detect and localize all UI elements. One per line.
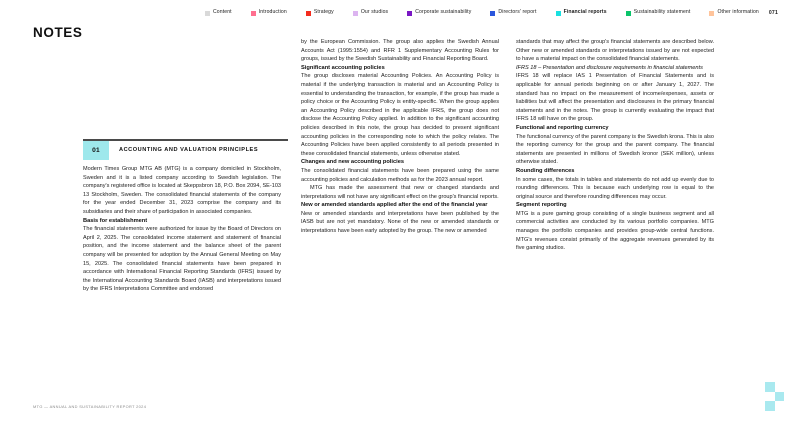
color-swatch-icon [205,11,210,16]
paragraph-segment-reporting: MTG is a pure gaming group consisting of a single business segment and all commercial activities are conducted by its various portfolio companies. MTG manages the portfolio companies and provides group-wide central functions. MTG's revenues consist primarily of the aggregate revenues generated by its five gaming studios. [516,210,714,252]
nav-item-sustainability-statement[interactable] [626,10,691,15]
nav-item-corporate-sustainability[interactable] [407,10,471,15]
text-column-3 [516,38,714,253]
paragraph-changes-1: The consolidated financial statements have been prepared using the same accounting policies and calculation methods as for the 2023 annual report. [301,167,499,183]
note-divider-rule [83,139,288,141]
color-swatch-icon [306,11,311,16]
nav-label: Corporate sustainability [415,9,472,16]
heading-functional-and-reporting-currency: Functional and reporting currency [516,124,609,131]
decoration-square-icon [775,392,785,402]
paragraph-basis-for-establishment: The financial statements were authorized for issue by the Board of Directors on April 2, 2025. The consolidated income statement and statement of financial position, and the income statement and the balance sheet of the parent company will be presented for adoption by the Annual General Meeting on May 15, 2025. The consolidated financial statements have been prepared in accordance with International Financial Reporting Standards (IFRS) issued by the International Accounting Standards Board (IASB) and interpretations issued by the IFRS Interpretations Committee and endorsed [83,226,281,293]
paragraph-functional-and-reporting-currency: The functional currency of the parent company is the Swedish krona. This is also the reporting currency for the group and the parent company. The financial statements are presented in millions of Swedish kronor (SEK million), unless otherwise stated. [516,133,714,166]
decoration-square-icon [765,382,775,392]
nav-label: Directors' report [498,9,537,16]
nav-label: Other information [717,9,759,16]
decoration-square-icon [765,401,775,411]
color-swatch-icon [407,11,412,16]
nav-label: Introduction [258,9,287,16]
color-swatch-icon [251,11,256,16]
heading-segment-reporting: Segment reporting [516,202,567,209]
nav-label: Content [213,9,232,16]
nav-item-financial-reports[interactable] [556,10,607,15]
paragraph-rounding-differences: In some cases, the totals in tables and statements do not add up evenly due to rounding differences. This is because each underlying row is equal to the original source and therefore rounding differences may occur. [516,176,714,200]
section-navigation-bar [205,7,778,19]
heading-basis-for-establishment: Basis for establishment [83,217,148,224]
nav-item-directors-report[interactable] [490,10,536,15]
paragraph-significant-accounting-policies: The group discloses material Accounting Policies. An Accounting Policy is material if the underlying transaction is material and an Accounting Policy is essential to understanding the transaction, for example, if the group has made a policy choice or the Accounting Policy is entity-specific. When the group applies an Accounting Policy described in the applicable IFRS, the group does not disclose the Accounting Policy applied. In addition to the significant accounting policies described in this note, the group has decided to present significant accounting policies in the corresponding note to which the policy relates. The Accounting Policies have been applied consistently to all periods presented in these consolidated financial statements, unless otherwise stated. [301,73,499,157]
page-number: 071 [768,10,778,16]
text-column-2 [301,38,499,236]
nav-label: Our studios [360,9,389,16]
nav-label: Sustainability statement [633,9,691,16]
paragraph-continuation-standards: standards that may affect the group's financial statements are described below. Other new or amended standards or interpretations issued by are not expected to have a material impact on the consolidated financial statements. [516,39,714,63]
heading-new-or-amended-standards: New or amended standards applied after the end of the financial year [301,202,488,209]
paragraph-changes-2: MTG has made the assessment that new or changed standards and interpretations will not have any significant effect on the group's financial reports. [301,185,499,200]
nav-label: Strategy [313,9,334,16]
note-number-badge [83,141,109,160]
text-column-1 [83,165,281,294]
paragraph-ifrs-18: IFRS 18 will replace IAS 1 Presentation of Financial Statements and is applicable for annual periods beginning on or after January 1, 2027. The standard has no impact on the measurement of income/expenses, assets or liabilities but will affect the presentation and disclosures in the primary financial statements and in the notes. The group is currently evaluating the impact that IFRS 18 will have on the group. [516,73,714,123]
paragraph-continuation-basis: by the European Commission. The group also applies the Swedish Annual Accounts Act (1995:1554) and RFR 1 Supplementary Accounting Rules for groups, issued by the Swedish Sustainability and Financial Reporting Board. [301,39,499,63]
color-swatch-icon [709,11,714,16]
page-title: NOTES [33,25,83,40]
color-swatch-icon [626,11,631,16]
color-swatch-icon [353,11,358,16]
nav-label: Financial reports [563,9,607,16]
heading-ifrs-18: IFRS 18 – Presentation and disclosure requirements in financial statements [516,64,703,71]
nav-item-introduction[interactable] [251,10,287,15]
navigation-items [205,10,769,15]
color-swatch-icon [490,11,495,16]
paragraph-company-intro: Modern Times Group MTG AB (MTG) is a company domiciled in Stockholm, Sweden and it is a listed company according to Swedish legislation. The company's registered office is located at Skeppsbron 18, P.O. Box 2094, SE-103 13 Stockholm, Sweden. The consolidated financial statements of the company for the year ended December 31, 2023 comprise the company and its subsidiaries and their share of participation in associated companies. [83,166,281,215]
nav-item-our-studios[interactable] [353,10,388,15]
nav-item-strategy[interactable] [306,10,334,15]
color-swatch-icon [556,11,561,16]
nav-item-other-information[interactable] [709,10,758,15]
note-title: ACCOUNTING AND VALUATION PRINCIPLES [119,147,259,153]
nav-item-content[interactable] [205,10,232,15]
note-header [83,139,288,160]
note-number: 01 [92,146,100,154]
paragraph-new-or-amended-standards: New or amended standards and interpretations have been published by the IASB but are not yet mandatory. None of the new or amended standards or interpretations have been early adopted by the group. The new or amended [301,210,499,235]
heading-significant-accounting-policies: Significant accounting policies [301,64,385,71]
heading-rounding-differences: Rounding differences [516,167,575,174]
heading-changes-and-new-accounting-policies: Changes and new accounting policies [301,159,405,166]
footer-text: MTG — ANNUAL AND SUSTAINABILITY REPORT 2024 [33,404,147,409]
